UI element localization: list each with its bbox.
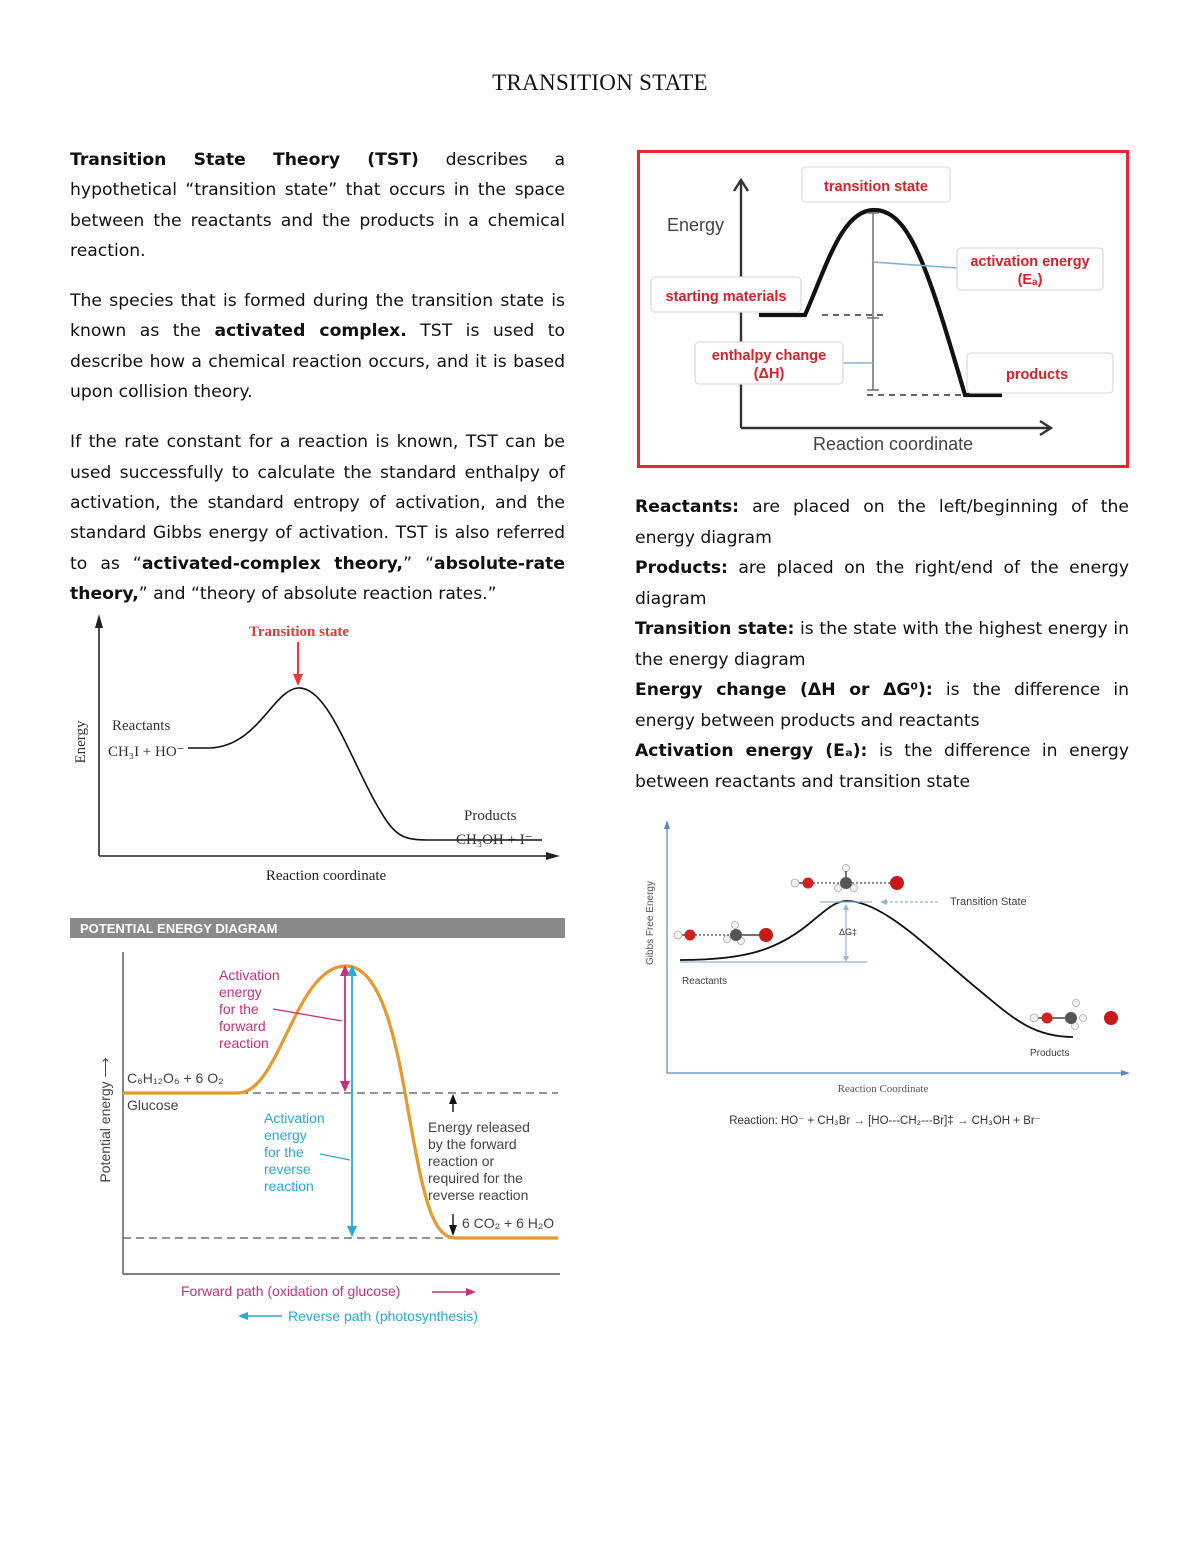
intro-text [70,145,565,629]
y-axis-label: Energy [667,215,725,235]
reverse-path-label: Reverse path (photosynthesis) [288,1308,478,1324]
definition-reactants: Reactants: are placed on the left/beginning of the energy diagram [635,497,1129,548]
svg-text:(ΔH): (ΔH) [753,366,785,382]
page-title: TRANSITION STATE [492,70,708,95]
transition-state-label [802,167,950,202]
svg-text:Activation: Activation [264,1110,325,1126]
svg-text:enthalpy change: enthalpy change [711,348,827,364]
svg-text:for the: for the [219,1001,259,1017]
transition-state-label: Transition State [950,896,1027,908]
svg-text:required for the: required for the [428,1170,523,1186]
svg-text:Energy released: Energy released [428,1119,530,1135]
svg-text:starting materials: starting materials [665,289,787,305]
intro-paragraph-3: If the rate constant for a reaction is known, TST can be used successfully to calculate the standard enthalpy of activation, the standard entropy of activation, and the standard Gibbs energy of activation. TST is also referred to as “activated-complex theory,” “absolute-rate theory,” and “theory of absolute reaction rates.” [70,432,566,604]
products-label: Products [1030,1048,1070,1059]
energy-curve [188,688,454,840]
starting-materials-label [651,277,801,312]
energy-released-label [428,1119,530,1203]
svg-text:reverse reaction: reverse reaction [428,1187,529,1203]
svg-text:activation energy: activation energy [970,254,1090,270]
svg-text:forward: forward [219,1018,266,1034]
svg-text:reverse: reverse [264,1161,311,1177]
x-axis-label: Reaction Coordinate [837,1083,929,1095]
reverse-activation-label [264,1110,325,1194]
svg-text:transition state: transition state [824,179,928,195]
definition-transition-state: Transition state: is the state with the highest energy in the energy diagram [635,619,1129,670]
definition-products: Products: are placed on the right/end of the energy diagram [635,558,1129,609]
transition-molecule [791,865,904,892]
svg-text:for the: for the [264,1144,304,1160]
svg-text:by the forward: by the forward [428,1136,517,1152]
product-molecule [1030,1000,1118,1030]
products-label [967,353,1113,393]
definition-energy-change: Energy change (ΔH or ΔG⁰): is the difference in energy between products and reactants [635,680,1129,731]
svg-text:Activation: Activation [219,967,280,983]
svg-text:energy: energy [219,984,262,1000]
intro-paragraph-1: Transition State Theory (TST) describes a hypothetical “transition state” that occurs in the space between the reactants and the products in a chemical reaction. [70,150,566,261]
svg-text:energy: energy [264,1127,307,1143]
activated-complex-term: activated complex. [214,321,407,342]
activation-energy-label [957,248,1103,290]
transition-state-label: Transition state [248,624,350,640]
svg-text:(Eₐ): (Eₐ) [1017,272,1043,288]
tst-term: Transition State Theory (TST) [70,150,419,170]
glucose-formula: C₆H₁₂O₆ + 6 O₂ [127,1070,224,1086]
x-axis-label: Reaction coordinate [813,434,974,454]
definition-activation-energy: Activation energy (Eₐ): is the difference in energy between reactants and transition state [635,741,1129,792]
svg-text:reaction: reaction [219,1035,269,1051]
products-formula: 6 CO₂ + 6 H₂O [462,1215,555,1231]
gibbs-energy-diagram [635,815,1135,1135]
svg-text:reaction: reaction [264,1178,314,1194]
enthalpy-change-label [695,342,843,384]
reaction-equation: Reaction: HO⁻ + CH₃Br → [HO---CH₂---Br]‡ → CH₃OH + Br⁻ [729,1115,1041,1127]
products-formula: CH₃OH + I⁻ [456,832,533,848]
potential-energy-diagram [70,918,566,1330]
definitions-list [635,492,1129,797]
energy-diagram-sn2 [68,600,568,892]
reactants-label: Reactants [682,976,728,987]
delta-g-label: ΔG‡ [839,927,858,937]
reactants-formula: CH₃I + HO⁻ [108,744,185,760]
forward-path-label: Forward path (oxidation of glucose) [181,1283,401,1299]
svg-text:products: products [1005,367,1069,383]
x-axis-label: Reaction coordinate [265,868,387,884]
glucose-label: Glucose [127,1097,179,1113]
reactant-molecule [674,922,773,945]
energy-diagram-labeled [637,150,1129,468]
y-axis-label: Gibbs Free Energy [645,881,656,965]
y-axis-label: Energy [73,720,89,764]
diagram-header: POTENTIAL ENERGY DIAGRAM [80,921,278,936]
forward-activation-label [219,967,280,1051]
products-label: Products [464,808,517,824]
y-axis-label: Potential energy ⟶ [97,1057,113,1183]
svg-text:reaction or: reaction or [428,1153,495,1169]
energy-curve [680,901,1073,1037]
intro-paragraph-2: The species that is formed during the transition state is known as the activated complex. TST is used to describe how a chemical reaction occurs, and it is based upon collision theory. [70,291,565,403]
reactants-label: Reactants [112,718,171,734]
